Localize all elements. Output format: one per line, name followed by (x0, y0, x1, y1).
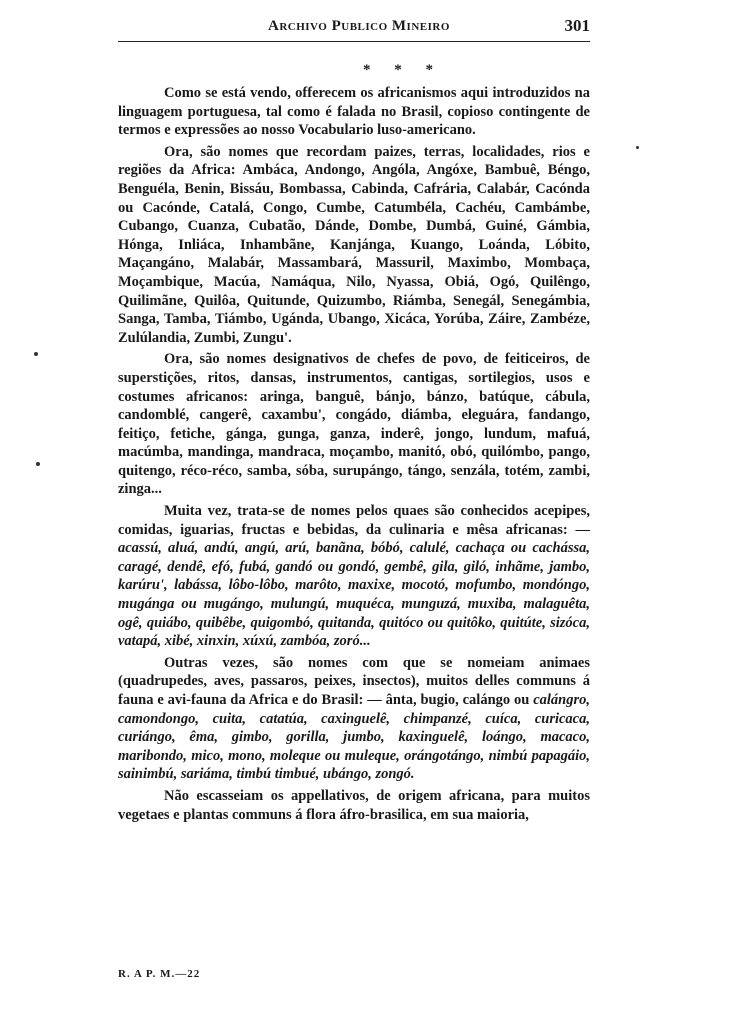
print-speck (36, 462, 40, 466)
paragraph-customs: Ora, são nomes designativos de chefes de povo, de feiticeiros, de superstições, ritos, dansas, instrumentos, cantigas, sortilegios, usos e costumes africanos: aringa, banguê, bánjo, bánzo, batúque, cábula, candomblé, cangerê, caxambu', congádo, diámba, eleguára, fandango, feitiço, fetiche, gánga, gunga, ganza, inderê, jongo, lundum, mafuá, macúmba, mandinga, mandraca, moçambo, manitó, obó, quilómbo, pango, quitengo, réco-réco, samba, sóba, surupángo, tángo, senzála, totém, zambi, zinga... (118, 351, 590, 498)
food-terms: acassú, aluá, andú, angú, arú, banãna, bóbó, calulé, cachaça ou cachássa, caragé, dendê, efó, fubá, gandó ou gondó, gembê, gila, giló, inhãme, jambo, karúru', labássa, lôbo-lôbo, marôto, maxixe, mocotó, mofumbo, mondóngo, mugánga ou mugángo, mulungú, muquéca, munguzá, muxiba, malaguêta, ogê, quiábo, quibêbe, quigombó, quitanda, quitóco ou quitôko, quitúte, sizóca, vatapá, xibé, xinxin, xúxú, zambóa, zoró... (118, 540, 590, 650)
page-number: 301 (564, 16, 590, 35)
paragraph-places: Ora, são nomes que recordam paizes, terras, localidades, rios e regiões da Africa: Ambáca, Andongo, Angóla, Angóxe, Bambuê, Béngo, Benguéla, Benin, Bissáu, Bombassa, Cabinda, Cafrária, Calabár, Cacónda ou Cacónde, Catalá, Congo, Cumbe, Catumbéla, Cachéu, Cambámbe, Cubango, Cuanza, Cubatão, Dánde, Dombe, Dumbá, Guiné, Gámbia, Hónga, Inliáca, Inhambãne, Kanjánga, Kuango, Loánda, Lóbito, Maçangáno, Malabár, Massambará, Massuril, Maximbo, Mombaça, Moçambique, Macúa, Namáqua, Nilo, Nyassa, Obiá, Ogó, Quilêngo, Quilimãne, Quilôa, Quitunde, Quizumbo, Riámba, Senegál, Senegámbia, Sanga, Tamba, Tiámbo, Ugánda, Ubango, Xicáca, Yorúba, Záire, Zambéze, Zulúlandia, Zumbi, Zungu'. (118, 143, 590, 346)
fauna-terms: calángro, camondongo, cuita, catatúa, caxinguelê, chimpanzé, cuíca, curicaca, curiángo, êma, gimbo, gorilla, jumbo, kaxinguelê, loángo, macaco, maribondo, mico, mono, moleque ou muleque, orángotángo, nimbú papagáio, sainimbú, sariáma, timbú timbué, ubángo, zongó. (118, 692, 590, 783)
paragraph-intro: Como se está vendo, offerecem os africanismos aqui introduzidos na linguagem portuguesa, tal como é falada no Brasil, copioso contingente de termos e expressões ao nosso Vocabulario luso-americano. (118, 85, 590, 139)
print-speck (34, 352, 38, 356)
food-intro: Muita vez, trata-se de nomes pelos quaes são conhecidos acepipes, comidas, iguarias, fructas e bebidas, da culinaria e mêsa africanas: — (118, 503, 590, 538)
running-head: Archivo Publico Mineiro (268, 18, 450, 34)
paragraph-food (118, 502, 590, 651)
fauna-intro: Outras vezes, são nomes com que se nomeiam animaes (quadrupedes, aves, passaros, peixes, insectos), muitos delles communs á fauna e avi-fauna da Africa e do Brasil: — ânta, bugio, calángo ou (118, 654, 590, 708)
section-ornament: * * * (363, 62, 443, 78)
paragraph-flora: Não escasseiam os appellativos, de origem africana, para muitos vegetaes e plantas communs á flora áfro-brasilica, em sua maioria, (118, 787, 590, 823)
print-speck (636, 146, 639, 149)
page-header (118, 14, 590, 40)
paragraph-fauna (118, 654, 590, 784)
signature-mark: R. A P. M.—22 (118, 968, 201, 980)
body-text (118, 84, 590, 827)
header-rule (118, 41, 590, 42)
